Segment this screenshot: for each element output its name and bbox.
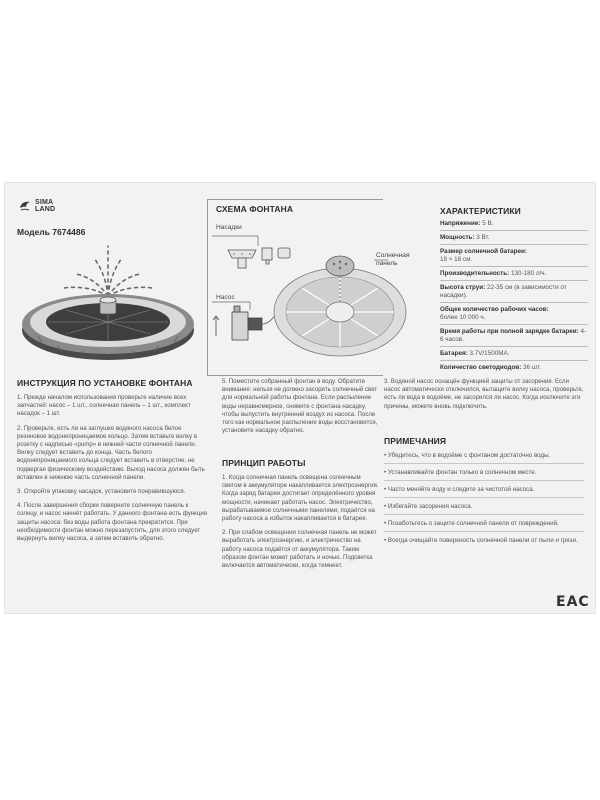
spec-row <box>440 234 588 242</box>
note-item: • Всегда очищайте поверхность солнечной панели от пыли и грязи. <box>384 537 578 544</box>
pump-protection-text: 3. Водяной насос оснащён функцией защиты от засорения. Если насос автоматически отключился, вытащите вилку насоса, проверьте, есть ли вода в водоёме, не засорился ли насос. Когда исключите эти причины, можете вновь подключить. <box>384 378 584 410</box>
spec-row <box>440 220 588 228</box>
spec-divider <box>440 346 588 347</box>
scheme-border-bottom <box>207 375 383 376</box>
spec-key: Высота струи: <box>440 284 486 291</box>
spec-row <box>440 284 588 300</box>
spec-divider <box>440 360 588 361</box>
model-number: Модель 7674486 <box>17 227 86 237</box>
eac-mark: EAC <box>556 594 590 610</box>
spec-divider <box>440 266 588 267</box>
install-step-1: 1. Прежде началом использования проверьте наличие всех запчастей: насос – 1 шт., солнечная панель – 1 шт., комплект насадок – 1 шт. <box>17 394 191 418</box>
scheme-border-top <box>207 199 383 200</box>
notes-list <box>384 452 584 548</box>
install-step-5-block <box>222 378 380 441</box>
spec-key: Время работы при полной зарядке батареи: <box>440 328 579 335</box>
install-steps <box>17 394 210 549</box>
scheme-diagram <box>210 230 422 370</box>
spec-value: 22-35 см (в зависимости от насадки). <box>440 284 567 299</box>
spec-value: 3.7V/1500MA. <box>467 350 510 357</box>
spec-value: 3 Вт. <box>474 234 490 241</box>
specs-title: ХАРАКТЕРИСТИКИ <box>440 206 521 216</box>
install-step-2: 2. Проверьте, есть ли на заглушке водяного насоса белое резиновое водонепроницаемое кольцо. Затем вставьте вилку в розетку с надписью «pump» в нижней части солнечной панели. Вилку следует вставить до конца. Часть белого водонепроницаемого кольца следует вставить в отверстие, не подвергая физическому воздействию. Выход насоса должен быть вставлен в нижнюю часть солнечной панели. <box>17 424 205 481</box>
spec-divider <box>440 244 588 245</box>
note-divider <box>384 514 584 515</box>
brand-line2: LAND <box>35 206 56 213</box>
spec-value: 4-6 часов. <box>440 328 587 343</box>
spec-divider <box>440 230 588 231</box>
install-step-5: 5. Поместите собранный фонтан в воду. Обратите внимание: нельзя не должно засорять солнечный свет для нормальной работы фонтана. Если распыление воды неравномерное, снимите с фонтана насадку, чтобы выпустить внутренний воздух из насоса. После того как нормальное распыление воды восстановится, установите насадку обратно. <box>222 378 378 435</box>
spec-value: 18 × 18 см. <box>440 256 473 263</box>
note-divider <box>384 480 584 481</box>
note-divider <box>384 497 584 498</box>
principle-item-1: 1. Когда солнечная панель освещена солнечным светом в аккумуляторе накапливается электроэнергия. Когда заряд батареи достигает определённого уровня мощности, начинает работать насос. Электричество, вырабатываемое солнечными панелями, подаётся на работу насоса а избыток накапливается в батарее. <box>222 474 379 523</box>
instruction-sheet <box>4 182 596 614</box>
spec-key: Производительность: <box>440 270 510 277</box>
note-item: • Часто меняйте воду и следите за чистотой насоса. <box>384 486 535 493</box>
fountain-illustration <box>18 238 198 370</box>
note-item: • Позаботьтесь о защите солнечной панели от повреждений. <box>384 520 559 527</box>
principle-items <box>222 474 380 576</box>
install-step-3: 3. Откройте упаковку насадок, установите понравившуюся. <box>17 488 186 496</box>
spec-value: более 10 000 ч. <box>440 314 486 321</box>
brand-logo <box>18 199 55 213</box>
note-item: • Избегайте засорения насоса. <box>384 503 473 510</box>
note-item: • Устанавливайте фонтан только в солнечном месте. <box>384 469 537 476</box>
spec-row <box>440 306 588 322</box>
spec-row <box>440 248 588 264</box>
scheme-label-nozzles: Насадки <box>216 224 242 231</box>
note-divider <box>384 463 584 464</box>
brand-line1: SIMA <box>35 199 54 206</box>
spec-key: Общее количество рабочих часов: <box>440 306 549 313</box>
brand-bird-icon <box>18 199 32 213</box>
spec-key: Батарея: <box>440 350 468 357</box>
spec-divider <box>440 280 588 281</box>
pump-protection-block <box>384 378 584 417</box>
scheme-border-left <box>207 199 208 375</box>
spec-value: 5 В. <box>480 220 494 227</box>
notes-title: ПРИМЕЧАНИЯ <box>384 436 447 446</box>
note-item: • Убедитесь, что в водоёме с фонтаном достаточно воды. <box>384 452 551 459</box>
install-step-4: 4. После завершения сборки поверните солнечную панель к солнцу, и насос начнёт работать. У данного фонтана есть функция защиты насоса: без воды работа фонтана прекратится. При необходимости фонтан можно перезапустить, для этого следует выдернуть вилку насоса, а затем вставить обратно. <box>17 502 208 543</box>
spec-row <box>440 328 588 344</box>
spec-key: Количество светодиодов: <box>440 364 522 371</box>
specs-list <box>440 220 588 374</box>
spec-row <box>440 270 588 278</box>
spec-row <box>440 364 588 372</box>
spec-value: 130-180 л/ч. <box>509 270 547 277</box>
spec-divider <box>440 324 588 325</box>
principle-item-2: 2. При слабом освещении солнечная панель не может выработать электроэнергию, и электричество на работу насоса подаётся от аккумулятора. Таким образом фонтан может работать и ночью. Подсветка включается автоматически, когда темнеет. <box>222 529 377 570</box>
spec-row <box>440 350 588 358</box>
spec-key: Мощность: <box>440 234 475 241</box>
scheme-label-panel-1: Солнечная <box>376 252 410 259</box>
spec-value: 36 шт. <box>521 364 541 371</box>
scheme-label-pump: Насос <box>216 294 235 301</box>
spec-divider <box>440 302 588 303</box>
install-title: ИНСТРУКЦИЯ ПО УСТАНОВКЕ ФОНТАНА <box>17 378 193 388</box>
note-divider <box>384 531 584 532</box>
scheme-label-panel-2: панель <box>376 260 398 267</box>
spec-key: Размер солнечной батареи: <box>440 248 527 255</box>
scheme-title: СХЕМА ФОНТАНА <box>216 204 294 214</box>
spec-key: Напряжение: <box>440 220 481 227</box>
principle-title: ПРИНЦИП РАБОТЫ <box>222 458 306 468</box>
